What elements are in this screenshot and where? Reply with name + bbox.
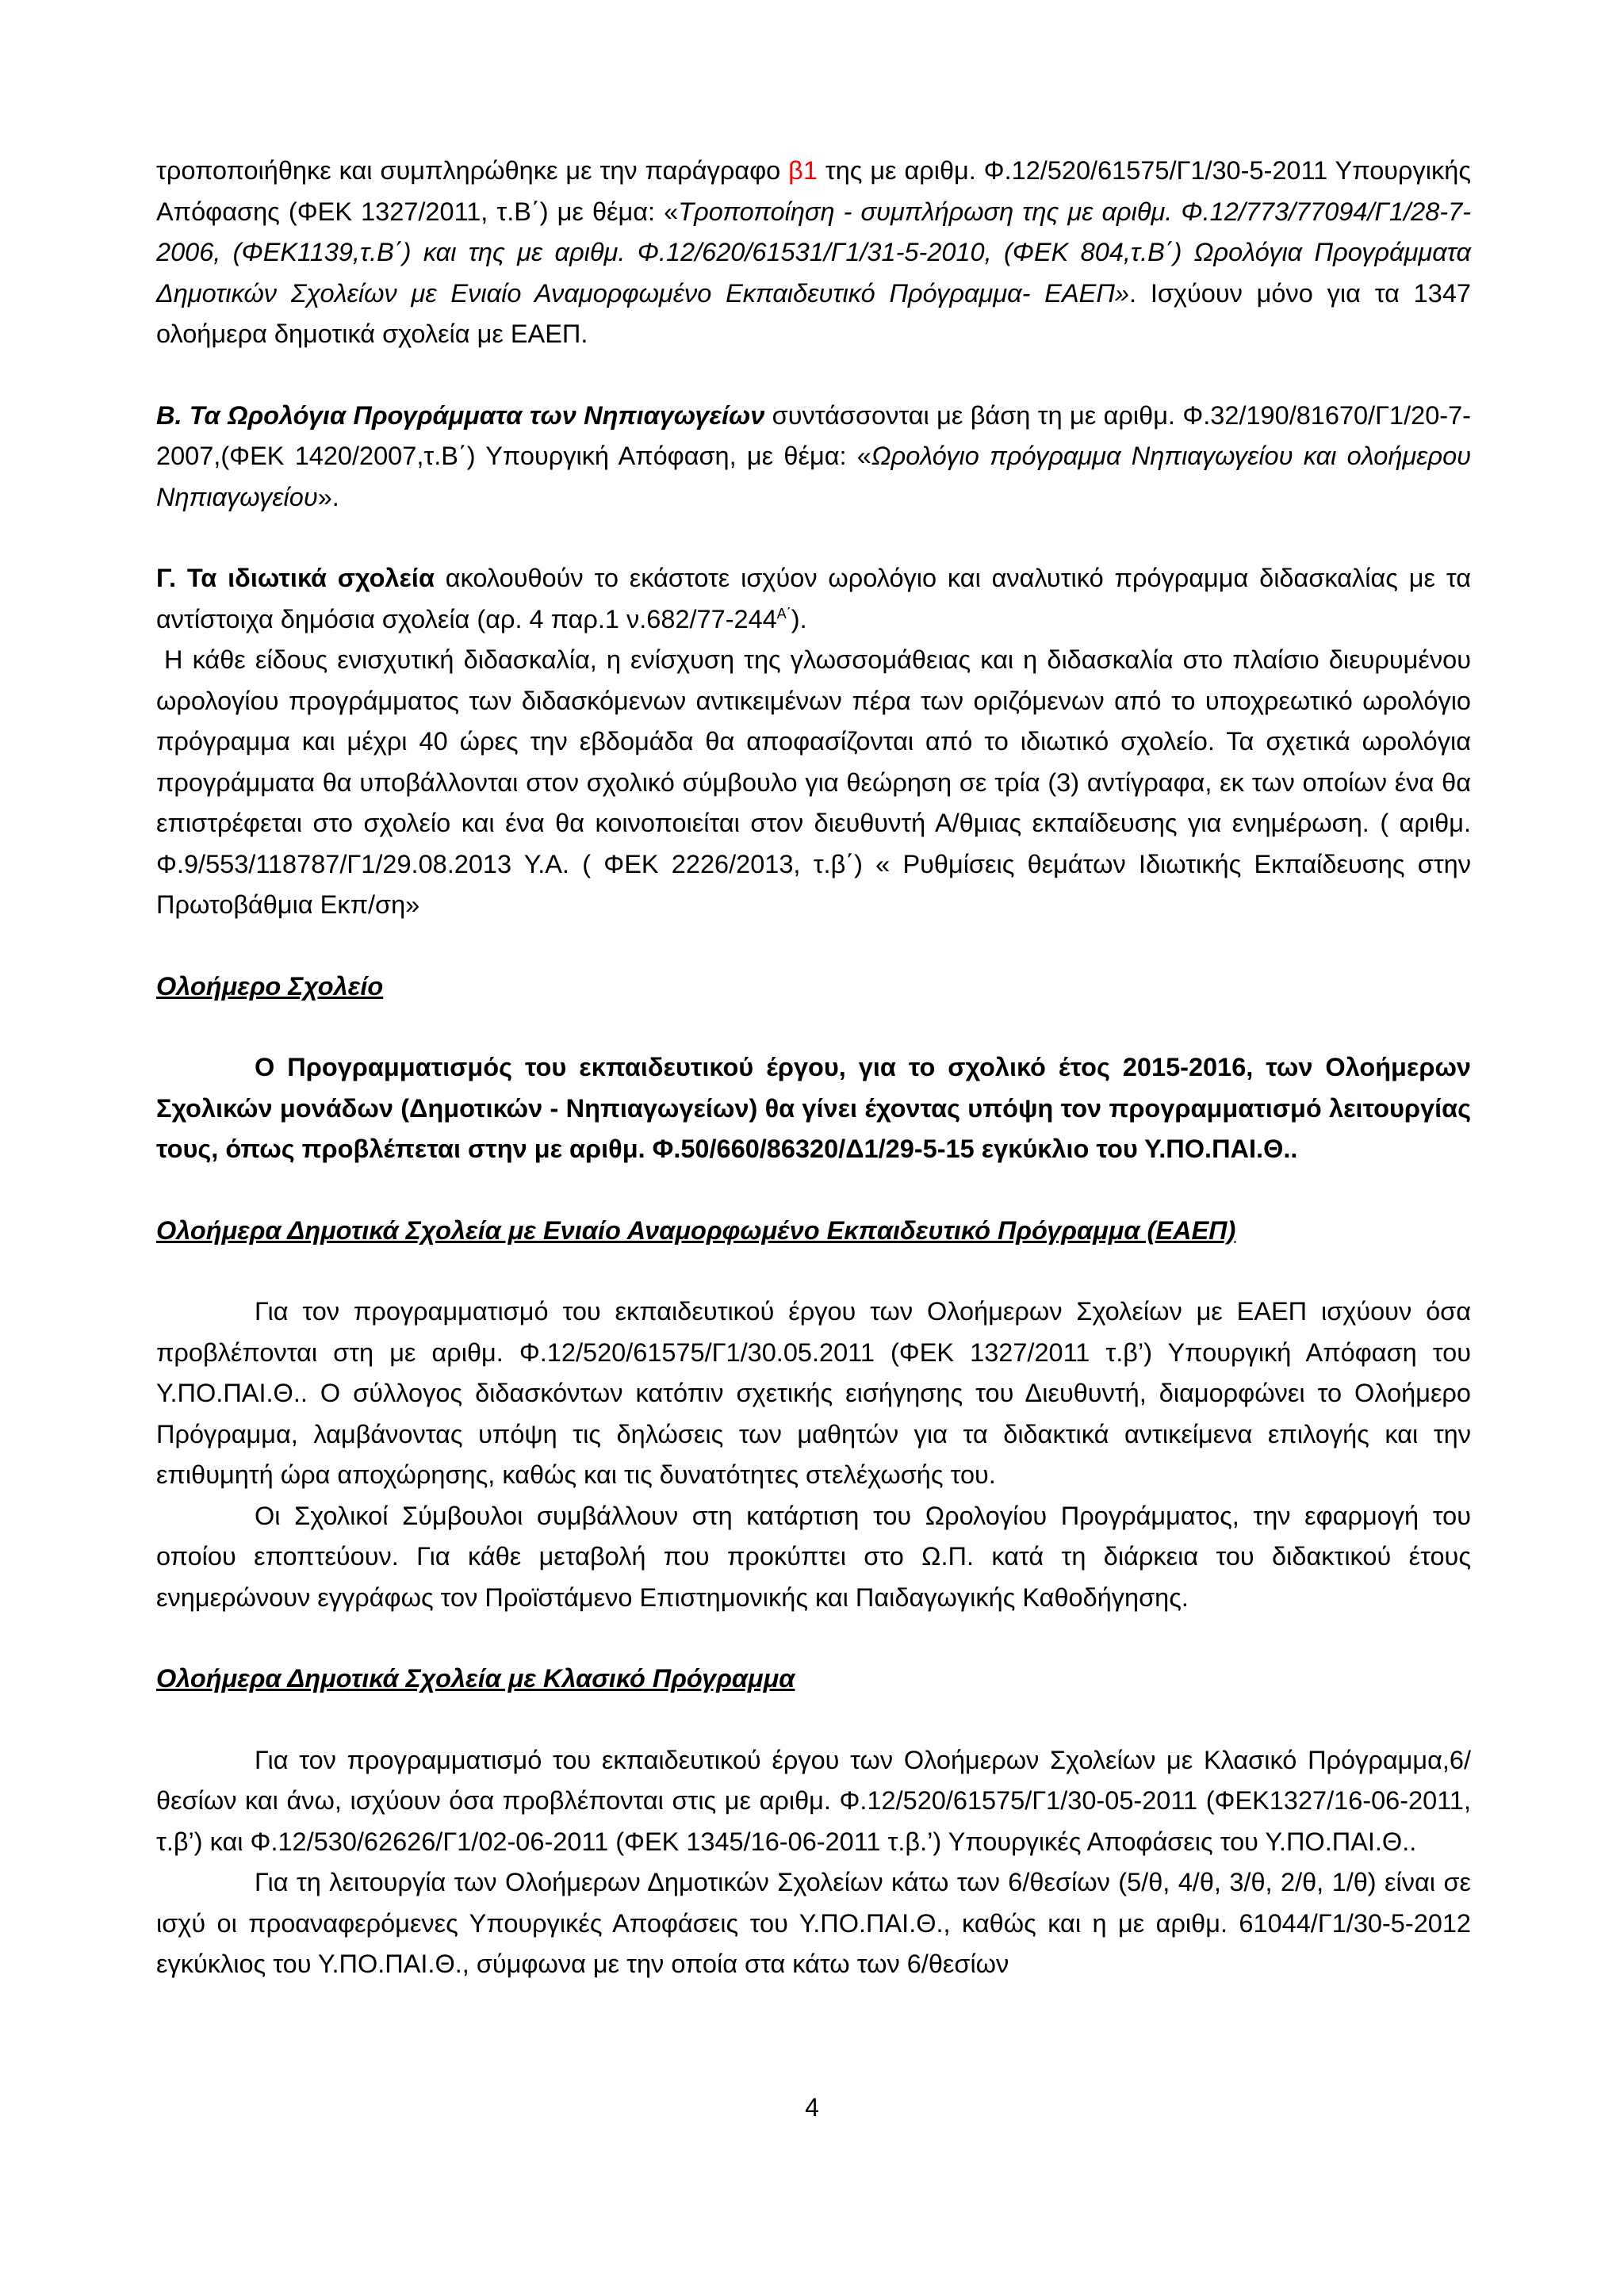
paragraph-small-schools: Για τη λειτουργία των Ολοήμερων Δημοτικών Σχολείων κάτω των 6/θεσίων (5/θ, 4/θ, 3/θ, 2/θ, 1/θ) είναι σε ισχύ οι προαναφερόμενες Υπουργικές Αποφάσεις του Υ.ΠΟ.ΠΑΙ.Θ., καθώς και η με αριθμ. 61044/Γ1/30-5-2012 εγκύκλιος του Υ.ΠΟ.ΠΑΙ.Θ., σύμφωνα με την οποία στα κάτω των 6/θεσίων [156, 1868, 1471, 1978]
section-b-label: Β. Τα Ωρολόγια Προγράμματα των Νηπιαγωγείων [156, 400, 765, 430]
paragraph-b1-amendment [156, 151, 1471, 355]
text-run: συντάσσονται με βάση τη με αριθμ. Φ.32/190/81670/Γ1/20-7-2007,(ΦΕΚ 1420/2007,τ.Β΄) Υπουργική Απόφαση, με θέμα: « [156, 400, 1472, 470]
superscript: Α΄ [776, 605, 791, 622]
page-number: 4 [805, 2093, 819, 2122]
paragraph-school-advisors: Οι Σχολικοί Σύμβουλοι συμβάλλουν στη κατάρτιση του Ωρολογίου Προγράμματος, την εφαρμογή του οποίου εποπτεύουν. Για κάθε μεταβολή που προκύπτει στο Ω.Π. κατά τη διάρκεια του διδακτικού έτους ενημερώνουν εγγράφως τον Προϊστάμενο Επιστημονικής και Παιδαγωγικής Καθοδήγησης. [156, 1501, 1471, 1612]
paragraph-classic-programming: Για τον προγραμματισμό του εκπαιδευτικού έργου των Ολοήμερων Σχολείων με Κλασικό Πρόγραμμα,6/θεσίων και άνω, ισχύουν όσα προβλέπονται στις με αριθμ. Φ.12/520/61575/Γ1/30-05-2011 (ΦΕΚ1327/16-06-2011, τ.β’) και Φ.12/530/62626/Γ1/02-06-2011 (ΦΕΚ 1345/16-06-2011 τ.β.’) Υπουργικές Αποφάσεις του Υ.ΠΟ.ΠΑΙ.Θ.. [156, 1745, 1471, 1856]
paragraph-programming-bold: Ο Προγραμματισμός του εκπαιδευτικού έργου, για το σχολικό έτος 2015-2016, των Ολοήμερων Σχολικών μονάδων (Δημοτικών - Νηπιαγωγείων) θα γίνει έχοντας υπόψη τον προγραμματισμό λειτουργίας τους, όπως προβλέπεται στην με αριθμ. Φ.50/660/86320/Δ1/29-5-15 εγκύκλιο του Υ.ΠΟ.ΠΑΙ.Θ.. [156, 1053, 1471, 1163]
document-page [156, 151, 1471, 1985]
section-c-label: Γ. Τα ιδιωτικά σχολεία [156, 564, 435, 592]
heading-classic-program-schools: Ολοήμερα Δημοτικά Σχολεία με Κλασικό Πρόγραμμα [156, 1664, 795, 1693]
italic-title-run: Τροποποίηση - συμπλήρωση της με αριθμ. Φ.12/773/77094/Γ1/28-7-2006, (ΦΕΚ1139,τ.Β΄) και της με αριθμ. Φ.12/620/61531/Γ1/31-5-2010, (ΦΕΚ 804,τ.Β΄) Ωρολόγια Προγράμματα Δημοτικών Σχολείων με Ενιαίο Αναμορφωμένο Εκπαιδευτικό Πρόγραμμα- ΕΑΕΠ» [156, 197, 1471, 308]
heading-eaep-schools: Ολοήμερα Δημοτικά Σχολεία με Ενιαίο Αναμορφωμένο Εκπαιδευτικό Πρόγραμμα (ΕΑΕΠ) [156, 1215, 1236, 1245]
paragraph-remedial-teaching: Η κάθε είδους ενισχυτική διδασκαλία, η ενίσχυση της γλωσσομάθειας και η διδασκαλία στο πλαίσιο διευρυμένου ωρολογίου προγράμματος των διδασκόμενων αντικειμένων πέρα των οριζόμενων από το υποχρεωτικό ωρολόγιο πρόγραμμα και μέχρι 40 ώρες την εβδομάδα θα αποφασίζονται από το ιδιωτικό σχολείο. Τα σχετικά ωρολόγια προγράμματα θα υποβάλλονται στον σχολικό σύμβουλο για θεώρηση σε τρία (3) αντίγραφα, εκ των οποίων ένα θα επιστρέφεται στο σχολείο και ένα θα κοινοποιείται στον διευθυντή Α/θμιας εκπαίδευσης για ενημέρωση. ( αριθμ. Φ.9/553/118787/Γ1/29.08.2013 Υ.Α. ( ΦΕΚ 2226/2013, τ.β΄) « Ρυθμίσεις θεμάτων Ιδιωτικής Εκπαίδευσης στην Πρωτοβάθμια Εκπ/ση» [156, 645, 1471, 919]
red-reference-b1: β1 [788, 156, 818, 185]
text-run: . Ισχύουν μόνο για τα 1347 ολοήμερα δημοτικά σχολεία με ΕΑΕΠ. [156, 278, 1471, 348]
text-run: ακολουθούν το εκάστοτε ισχύον ωρολόγιο και αναλυτικό πρόγραμμα διδασκαλίας με τα αντίστοιχα δημόσια σχολεία (αρ. 4 παρ.1 ν.682/77-244 [156, 564, 1471, 633]
text-run: ». [317, 482, 339, 511]
paragraph-private-schools [156, 558, 1471, 640]
paragraph-eaep-programming: Για τον προγραμματισμό του εκπαιδευτικού έργου των Ολοήμερων Σχολείων με ΕΑΕΠ ισχύουν όσα προβλέπονται στη με αριθμ. Φ.12/520/61575/Γ1/30.05.2011 (ΦΕΚ 1327/2011 τ.β’) Υπουργική Απόφαση του Υ.ΠΟ.ΠΑΙ.Θ.. Ο σύλλογος διδασκόντων κατόπιν σχετικής εισήγησης του Διευθυντή, διαμορφώνει το Ολοήμερο Πρόγραμμα, λαμβάνοντας υπόψη τις δηλώσεις των μαθητών για τα διδακτικά αντικείμενα επιλογής και την επιθυμητή ώρα αποχώρησης, καθώς και τις δυνατότητες στελέχωσής του. [156, 1297, 1471, 1489]
text-run: ). [791, 604, 807, 633]
heading-all-day-school: Ολοήμερο Σχολείο [156, 971, 384, 1001]
paragraph-kindergarten-schedules [156, 396, 1471, 519]
text-run: τροποποιήθηκε και συμπληρώθηκε με την παράγραφο [156, 156, 789, 185]
text-run: της με αριθμ. Φ.12/520/61575/Γ1/30-5-2011 Υπουργικής Απόφασης (ΦΕΚ 1327/2011, τ.Β΄) με θέμα: « [156, 156, 1471, 226]
italic-title-run: Ωρολόγιο πρόγραμμα Νηπιαγωγείου και ολοήμερου Νηπιαγωγείου [156, 442, 1472, 511]
